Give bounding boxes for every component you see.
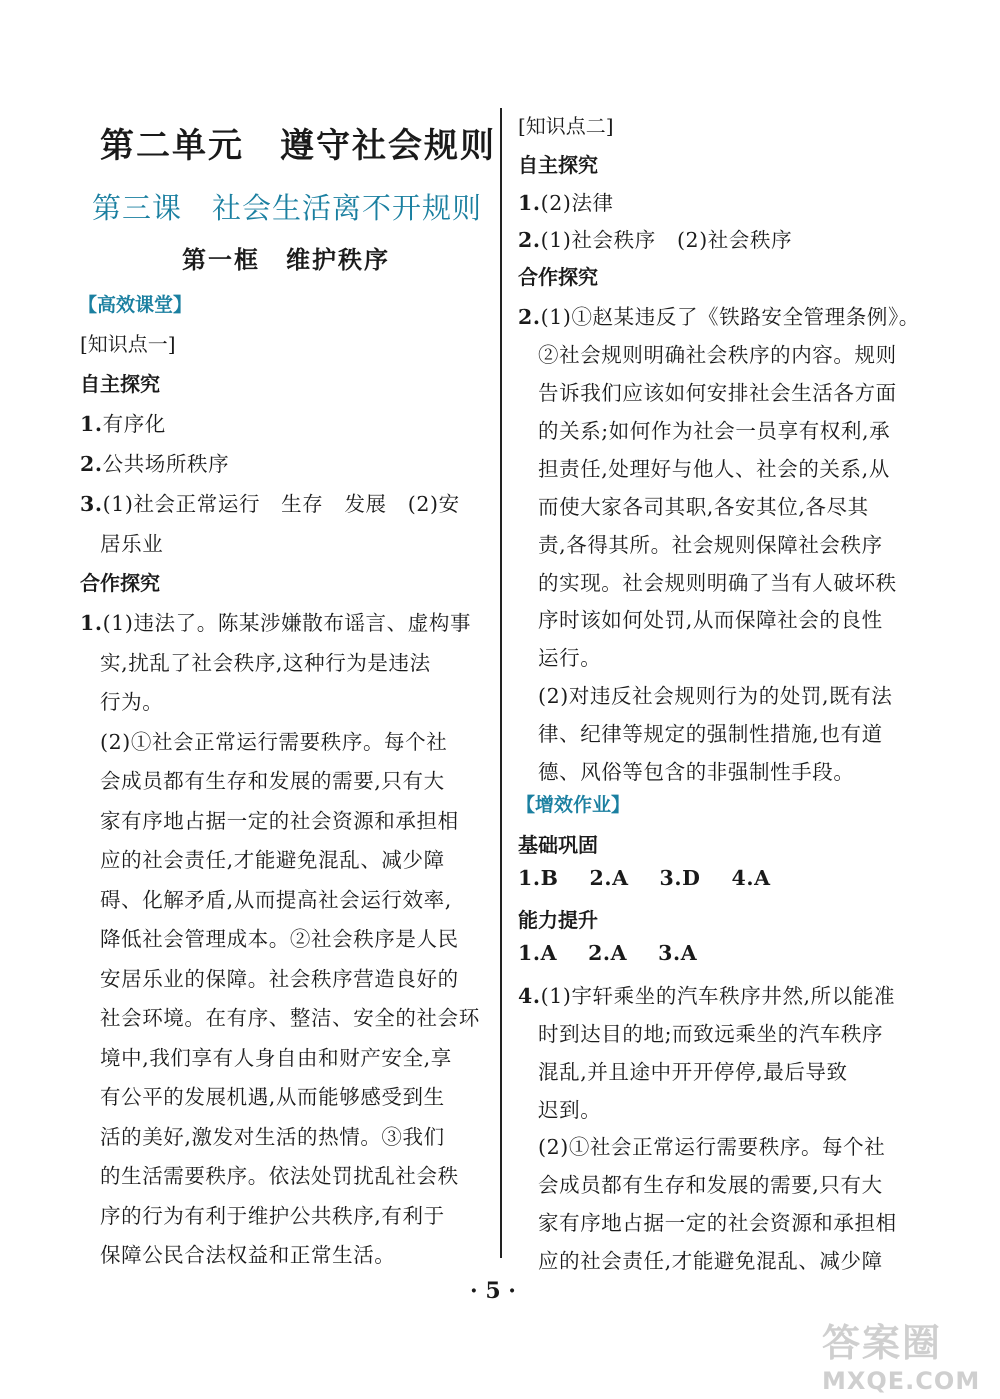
answer-line: 1.有序化	[80, 412, 166, 436]
watermark-logo	[822, 1312, 982, 1395]
paragraph-line: 降低社会管理成本。②社会秩序是人民	[100, 927, 459, 951]
paragraph-line: 的实现。社会规则明确了当有人破坏秩	[538, 571, 897, 595]
paragraph-line: 的生活需要秩序。依法处罚扰乱社会秩	[100, 1164, 459, 1188]
answer-choice: 1.A	[518, 941, 558, 965]
paragraph-line: 家有序地占据一定的社会资源和承担相	[538, 1211, 897, 1235]
paragraph-line: 律、纪律等规定的强制性措施,也有道	[538, 722, 883, 746]
paragraph-line: 境中,我们享有人身自由和财产安全,享	[100, 1046, 452, 1070]
watermark-text-top: 答案圈	[822, 1321, 943, 1365]
paragraph-line: 行为。	[100, 690, 164, 714]
paragraph-line: 德、风俗等包含的非强制性手段。	[538, 760, 855, 784]
paragraph-line: 时到达目的地;而致远乘坐的汽车秩序	[538, 1022, 884, 1046]
paragraph-line: 4.(1)宇轩乘坐的汽车秩序井然,所以能准	[518, 984, 896, 1008]
column-divider	[500, 108, 502, 1258]
paragraph-line: 安居乐业的保障。社会秩序营造良好的	[100, 967, 459, 991]
paragraph-line: 混乱,并且途中开开停停,最后导致	[538, 1060, 848, 1084]
answer-row-ability	[518, 941, 697, 965]
paragraph-line: (2)对违反社会规则行为的处罚,既有法	[538, 684, 893, 708]
paragraph-line: 序时该如何处罚,从而保障社会的良性	[538, 608, 883, 632]
subheading-ability: 能力提升	[518, 908, 598, 932]
answer-choice: 4.A	[731, 866, 771, 890]
paragraph-line: 2.(1)①赵某违反了《铁路安全管理条例》。	[518, 305, 920, 329]
subheading-self-explore-2: 自主探究	[518, 153, 598, 177]
paragraph-line: 会成员都有生存和发展的需要,只有大	[538, 1173, 883, 1197]
answer-choice: 2.A	[588, 941, 628, 965]
section-tag-efficient-class: 【高效课堂】	[78, 294, 193, 316]
paragraph-line: 告诉我们应该如何安排社会生活各方面	[538, 381, 897, 405]
knowledge-point-1: [知识点一]	[80, 332, 176, 356]
paragraph-line: 应的社会责任,才能避免混乱、减少障	[538, 1249, 883, 1273]
paragraph-line: 有公平的发展机遇,从而能够感受到生	[100, 1085, 445, 1109]
paragraph-line: 实,扰乱了社会秩序,这种行为是违法	[100, 651, 431, 675]
answer-line: 3.(1)社会正常运行 生存 发展 (2)安	[80, 492, 460, 516]
answer-line: 1.(2)法律	[518, 191, 614, 215]
paragraph-line: 应的社会责任,才能避免混乱、减少障	[100, 848, 445, 872]
paragraph-line: 1.(1)违法了。陈某涉嫌散布谣言、虚构事	[80, 611, 472, 635]
answer-line: 2.(1)社会秩序 (2)社会秩序	[518, 228, 793, 252]
answer-choice: 2.A	[589, 866, 629, 890]
paragraph-line: (2)①社会正常运行需要秩序。每个社	[538, 1135, 886, 1159]
paragraph-line: (2)①社会正常运行需要秩序。每个社	[100, 730, 448, 754]
paragraph-line: 的关系;如何作为社会一员享有权利,承	[538, 419, 891, 443]
answer-choice: 1.B	[518, 866, 559, 890]
paragraph-line: 序的行为有利于维护公共秩序,有利于	[100, 1204, 445, 1228]
section-tag-extra-homework: 【增效作业】	[516, 794, 631, 816]
paragraph-line: 运行。	[538, 646, 602, 670]
paragraph-line: 碍、化解矛盾,从而提高社会运行效率,	[100, 888, 452, 912]
watermark-text-bottom: MXQE.COM	[822, 1367, 981, 1395]
paragraph-line: ②社会规则明确社会秩序的内容。规则	[538, 343, 897, 367]
paragraph-line: 担责任,处理好与他人、社会的关系,从	[538, 457, 890, 481]
subheading-self-explore-1: 自主探究	[80, 372, 160, 396]
paragraph-line: 而使大家各司其职,各安其位,各尽其	[538, 495, 869, 519]
paragraph-line: 迟到。	[538, 1098, 602, 1122]
unit-title: 第二单元 遵守社会规则	[100, 126, 496, 166]
frame-title: 第一框 维护秩序	[182, 246, 390, 274]
subheading-cooperate-2: 合作探究	[518, 265, 598, 289]
paragraph-line: 活的美好,激发对生活的热情。③我们	[100, 1125, 445, 1149]
answer-row-basic	[518, 866, 771, 890]
answer-choice: 3.D	[659, 866, 701, 890]
subheading-cooperate-1: 合作探究	[80, 571, 160, 595]
page-number: · 5 ·	[470, 1278, 516, 1304]
paragraph-line: 社会环境。在有序、整洁、安全的社会环	[100, 1006, 480, 1030]
answer-line: 居乐业	[100, 532, 164, 556]
paragraph-line: 保障公民合法权益和正常生活。	[100, 1243, 396, 1267]
paragraph-line: 家有序地占据一定的社会资源和承担相	[100, 809, 459, 833]
paragraph-line: 会成员都有生存和发展的需要,只有大	[100, 769, 445, 793]
answer-choice: 3.A	[658, 941, 698, 965]
lesson-title: 第三课 社会生活离不开规则	[92, 191, 483, 225]
answer-line: 2.公共场所秩序	[80, 452, 230, 476]
subheading-basics: 基础巩固	[518, 833, 598, 857]
paragraph-line: 责,各得其所。社会规则保障社会秩序	[538, 533, 883, 557]
knowledge-point-2: [知识点二]	[518, 114, 614, 138]
